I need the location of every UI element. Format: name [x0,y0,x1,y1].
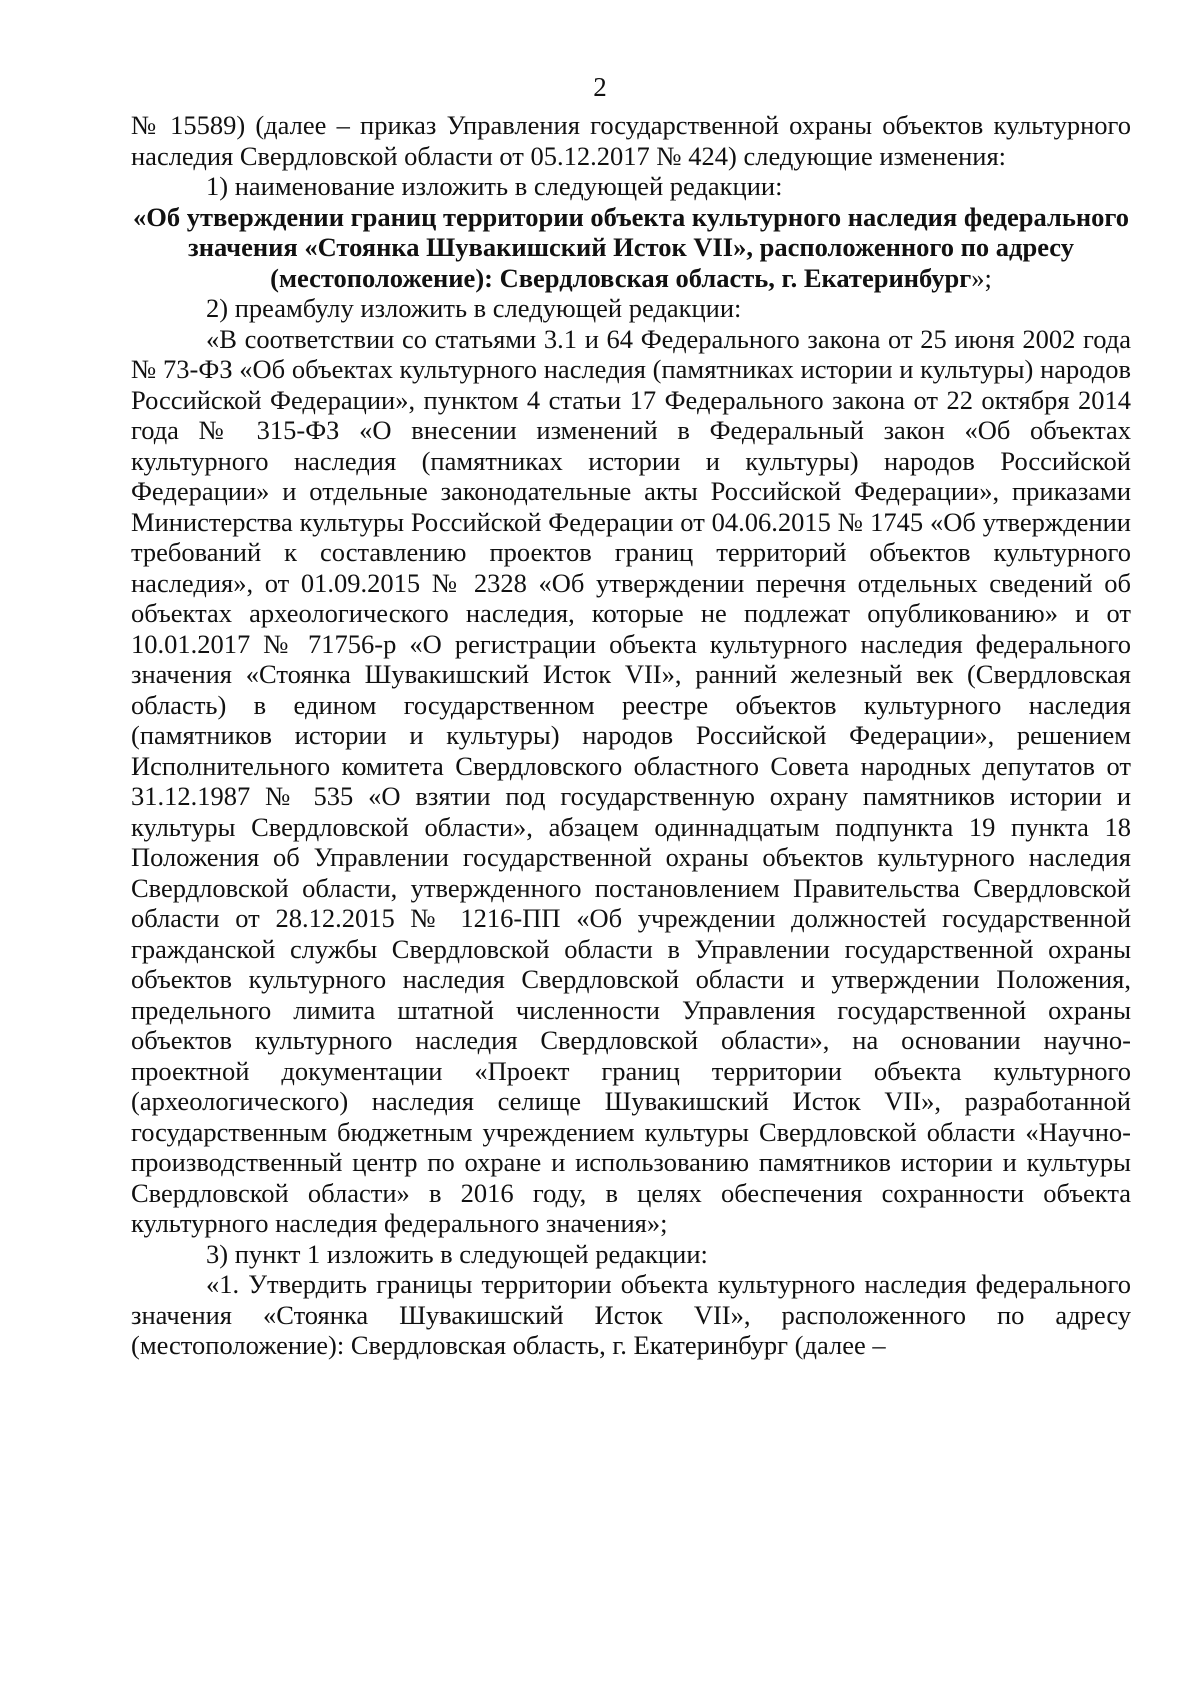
new-title-tail: »; [971,262,992,293]
point-1-paragraph: «1. Утвердить границы территории объекта культурного наследия федерального значения «Стоянка Шувакишский Исток VII», расположенного по адресу (местоположение): Свердловская область, г. Екатеринбург (далее – [131,1269,1131,1360]
item-2-paragraph: 2) преамбулу изложить в следующей редакции: [206,293,742,323]
item-3-paragraph: 3) пункт 1 изложить в следующей редакции: [206,1238,708,1269]
item-1-paragraph: 1) наименование изложить в следующей редакции: [206,171,783,201]
page-number: 2 [593,72,607,102]
document-body [131,110,1131,1361]
new-title-text: «Об утверждении границ территории объекта культурного наследия федерального значения «Стоянка Шувакишский Исток VII», расположенного по адресу (местоположение): Свердловская область, г. Екатеринбург [132,201,1130,293]
intro-paragraph: № 15589) (далее – приказ Управления государственной охраны объектов культурного наследия Свердловской области от 05.12.2017 № 424) следующие изменения: [131,110,1131,171]
preamble-paragraph: «В соответствии со статьями 3.1 и 64 Федерального закона от 25 июня 2002 года № 73-ФЗ «Об объектах культурного наследия (памятниках истории и культуры) народов Российской Федерации», пунктом 4 статьи 17 Федерального закона от 22 октября 2014 года № 315-ФЗ «О внесении изменений в Федеральный закон «Об объектах культурного наследия (памятниках истории и культуры) народов Российской Федерации» и отдельные законодательные акты Российской Федерации», приказами Министерства культуры Российской Федерации от 04.06.2015 № 1745 «Об утверждении требований к составлению проектов границ территорий объектов культурного наследия», от 01.09.2015 № 2328 «Об утверждении перечня отдельных сведений об объектах археологического наследия, которые не подлежат опубликованию» и от 10.01.2017 № 71756-р «О регистрации объекта культурного наследия федерального значения «Стоянка Шувакишский Исток VII», ранний железный век (Свердловская область) в едином государственном реестре объектов культурного наследия (памятников истории и культуры) народов Российской Федерации», решением Исполнительного комитета Свердловского областного Совета народных депутатов от 31.12.1987 № 535 «О взятии под государственную охрану памятников истории и культуры Свердловской области», абзацем одиннадцатым подпункта 19 пункта 18 Положения об Управлении государственной охраны объектов культурного наследия Свердловской области, утвержденного постановлением Правительства Свердловской области от 28.12.2015 № 1216-ПП «Об учреждении должностей государственной гражданской службы Свердловской области в Управлении государственной охраны объектов культурного наследия Свердловской области и утверждении Положения, предельного лимита штатной численности Управления государственной охраны объектов культурного наследия Свердловской области», на основании научно-проектной документации «Проект границ территории объекта культурного (археологического) наследия селище Шувакишский Исток VII», разработанной государственным бюджетным учреждением культуры Свердловской области «Научно-производственный центр по охране и использованию памятников истории и культуры Свердловской области» в 2016 году, в целях обеспечения сохранности объекта культурного наследия федерального значения»; [131,323,1131,1238]
new-title-block [131,202,1131,294]
